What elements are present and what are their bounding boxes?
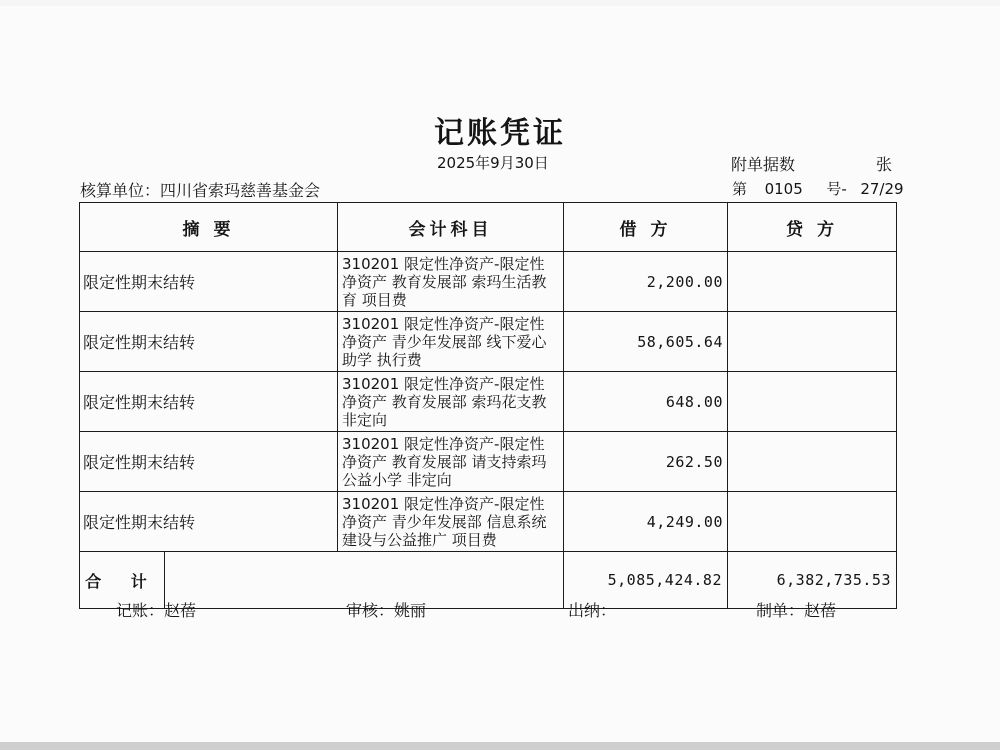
- accounting-unit-name: 四川省索玛慈善基金会: [160, 181, 321, 200]
- table-row: [80, 312, 897, 372]
- voucher-number-prefix: 第: [732, 180, 748, 198]
- accounting-unit: [80, 178, 320, 201]
- header-debit: 借 方: [564, 203, 728, 252]
- header-summary: 摘 要: [80, 203, 338, 252]
- row-summary: 限定性期末结转: [80, 252, 338, 312]
- row-account: 310201 限定性净资产-限定性净资产 教育发展部 索玛花支教 非定向: [338, 372, 564, 432]
- voucher-number-value: 0105: [764, 180, 803, 198]
- row-debit: 648.00: [564, 372, 728, 432]
- row-summary: 限定性期末结转: [80, 372, 338, 432]
- total-label: 合 计: [80, 552, 165, 608]
- voucher-title: 记账凭证: [434, 116, 566, 151]
- row-account: 310201 限定性净资产-限定性净资产 青少年发展部 线下爱心助学 执行费: [338, 312, 564, 372]
- scan-edge: [0, 742, 1000, 750]
- row-credit: [728, 312, 897, 372]
- preparer-signature: 制单：赵蓓: [756, 601, 837, 620]
- row-debit: 4,249.00: [564, 492, 728, 552]
- row-credit: [728, 432, 897, 492]
- row-summary: 限定性期末结转: [80, 492, 338, 552]
- row-account: 310201 限定性净资产-限定性净资产 教育发展部 索玛生活教育 项目费: [338, 252, 564, 312]
- row-debit: 262.50: [564, 432, 728, 492]
- voucher-date: 2025年9月30日: [437, 154, 549, 172]
- row-debit: 58,605.64: [564, 312, 728, 372]
- voucher-table: [79, 202, 897, 609]
- total-credit: 6,382,735.53: [728, 552, 897, 609]
- header-credit: 贷 方: [728, 203, 897, 252]
- table-row: [80, 252, 897, 312]
- cashier-signature: 出纳：: [568, 601, 617, 620]
- accounting-unit-label: 核算单位：: [80, 181, 161, 200]
- bookkeeper-signature: 记账：赵蓓: [116, 601, 197, 620]
- row-debit: 2,200.00: [564, 252, 728, 312]
- row-credit: [728, 252, 897, 312]
- reviewer-signature: 审核：姚丽: [346, 601, 427, 620]
- row-summary: 限定性期末结转: [80, 312, 338, 372]
- table-row: [80, 372, 897, 432]
- voucher-number-mid: 号-: [826, 180, 847, 198]
- row-credit: [728, 492, 897, 552]
- table-row: [80, 492, 897, 552]
- table-header-row: [80, 203, 897, 252]
- row-credit: [728, 372, 897, 432]
- voucher-number: [732, 178, 904, 199]
- table-row: [80, 432, 897, 492]
- row-account: 310201 限定性净资产-限定性净资产 青少年发展部 信息系统建设与公益推广 项目费: [338, 492, 564, 552]
- total-debit: 5,085,424.82: [564, 552, 728, 609]
- attachments-label: 附单据数: [731, 155, 796, 174]
- row-summary: 限定性期末结转: [80, 432, 338, 492]
- header-account: 会计科目: [338, 203, 564, 252]
- voucher-number-page: 27/29: [860, 180, 904, 198]
- attachments-unit: 张: [876, 155, 893, 174]
- row-account: 310201 限定性净资产-限定性净资产 教育发展部 请支持索玛公益小学 非定向: [338, 432, 564, 492]
